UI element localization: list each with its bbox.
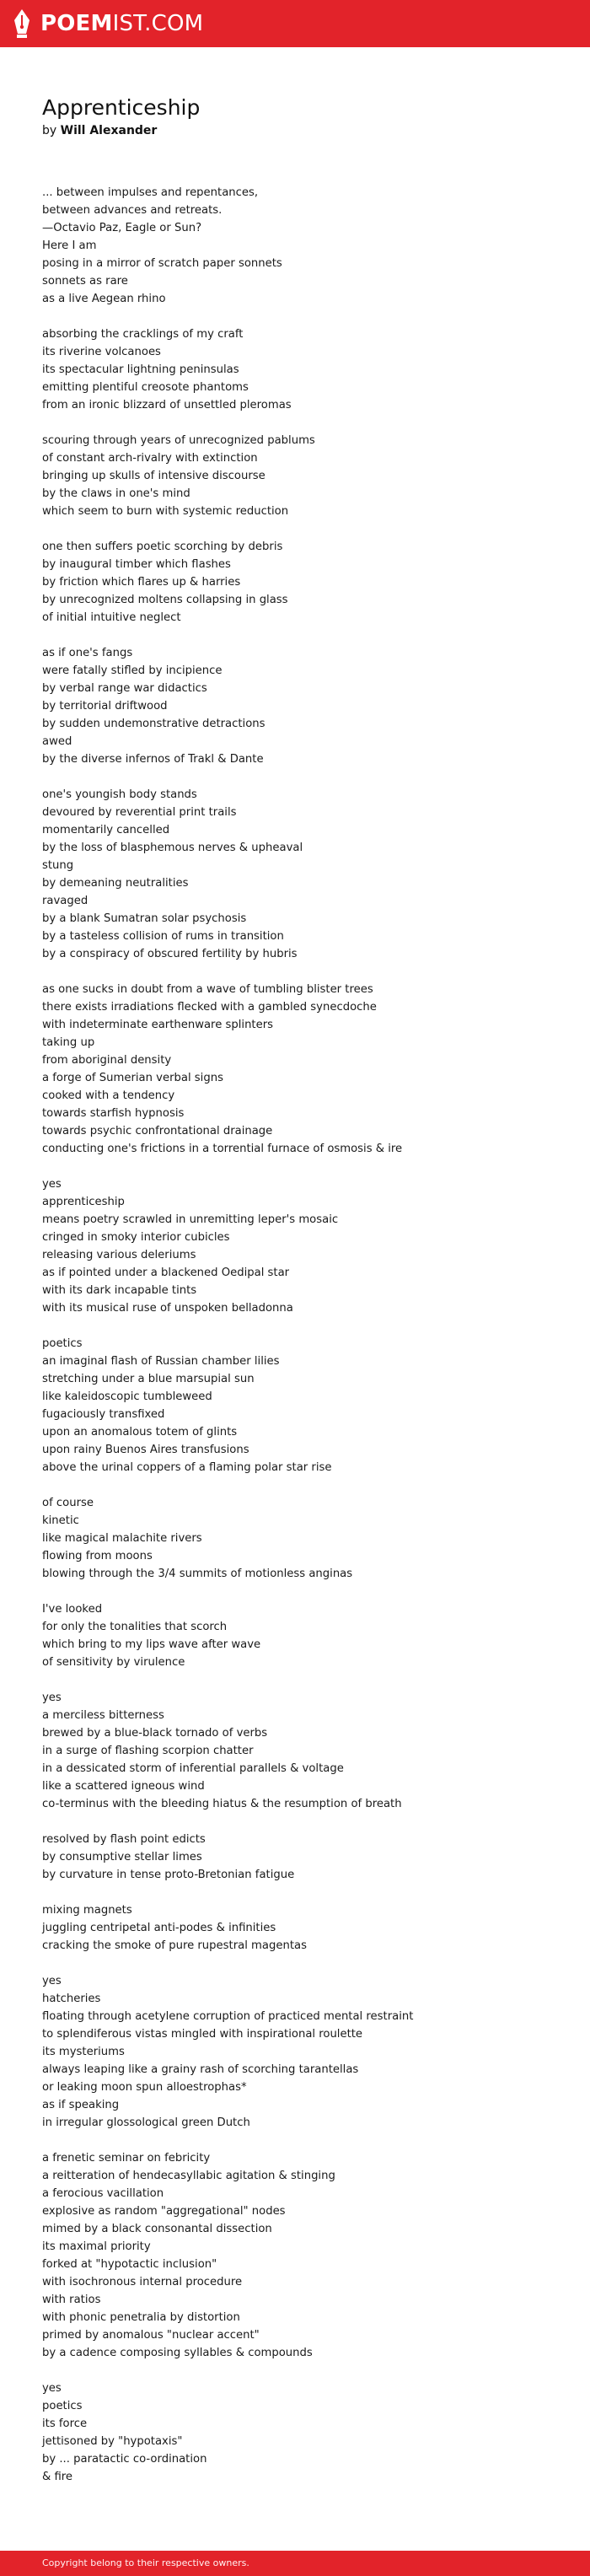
poem-stanza xyxy=(42,786,573,963)
by-label: by xyxy=(42,124,57,137)
poem-line: fugaciously transfixed xyxy=(42,1408,165,1421)
poem-line: by a tasteless collision of rums in transition xyxy=(42,930,284,943)
poem-line: as a live Aegean rhino xyxy=(42,293,166,305)
poem-line: a forge of Sumerian verbal signs xyxy=(42,1072,223,1084)
poem-stanza xyxy=(42,1494,573,1583)
poem-line: like a scattered igneous wind xyxy=(42,1780,205,1793)
poem-line: emitting plentiful creosote phantoms xyxy=(42,381,249,394)
poem-line: by friction which flares up & harries xyxy=(42,576,241,589)
poem-line: devoured by reverential print trails xyxy=(42,806,237,819)
poem-line: as if pointed under a blackened Oedipal star xyxy=(42,1266,290,1279)
poem-line: mixing magnets xyxy=(42,1904,132,1917)
poem-line: by demeaning neutralities xyxy=(42,877,189,890)
poem-line: explosive as random "aggregational" nodes xyxy=(42,2205,286,2218)
poem-line: by sudden undemonstrative detractions xyxy=(42,718,266,730)
poem-line: by consumptive stellar limes xyxy=(42,1851,202,1863)
poem-line: jettisoned by "hypotaxis" xyxy=(42,2435,183,2448)
poem-stanza xyxy=(42,2380,573,2486)
poem-line: of constant arch-rivalry with extinction xyxy=(42,452,258,465)
poem-stanza xyxy=(42,184,573,308)
poem-line: by the claws in one's mind xyxy=(42,487,190,500)
logo-text xyxy=(40,7,203,40)
poem-line: hatcheries xyxy=(42,1993,101,2005)
poem-line: stretching under a blue marsupial sun xyxy=(42,1373,255,1385)
poem-line: posing in a mirror of scratch paper sonnets xyxy=(42,257,282,270)
poem-header xyxy=(42,94,548,139)
poem-line: Here I am xyxy=(42,239,97,252)
poem-line: apprenticeship xyxy=(42,1196,125,1208)
logo-text-light: IST.COM xyxy=(112,11,204,36)
poem-line: of sensitivity by virulence xyxy=(42,1656,185,1669)
poem-line: scouring through years of unrecognized pablums xyxy=(42,434,315,447)
poem-line: cracking the smoke of pure rupestral magentas xyxy=(42,1939,307,1952)
poem-line: floating through acetylene corruption of practiced mental restraint xyxy=(42,2010,414,2023)
poem-line: by verbal range war didactics xyxy=(42,682,207,695)
poem-line: towards psychic confrontational drainage xyxy=(42,1125,273,1137)
poem-line: in a surge of flashing scorpion chatter xyxy=(42,1745,254,1757)
poem-line: ravaged xyxy=(42,895,88,907)
poem-stanza xyxy=(42,1600,573,1671)
poem-line: sonnets as rare xyxy=(42,275,128,288)
poem-line: primed by anomalous "nuclear accent" xyxy=(42,2329,260,2342)
site-header xyxy=(0,0,590,47)
poem-line: brewed by a blue-black tornado of verbs xyxy=(42,1727,268,1740)
poem-stanza xyxy=(42,644,573,768)
poem-line: like magical malachite rivers xyxy=(42,1532,202,1545)
poem-line: above the urinal coppers of a flaming polar star rise xyxy=(42,1461,332,1474)
poem-stanza xyxy=(42,981,573,1158)
byline xyxy=(42,122,548,139)
poem-line: by territorial driftwood xyxy=(42,700,168,713)
poem-line: forked at "hypotactic inclusion" xyxy=(42,2258,217,2271)
poem-line: momentarily cancelled xyxy=(42,824,170,836)
poem-line: with ratios xyxy=(42,2294,101,2306)
poem-line: by the loss of blasphemous nerves & upheaval xyxy=(42,842,303,854)
poem-line: with phonic penetralia by distortion xyxy=(42,2311,240,2324)
poem-line: to splendiferous vistas mingled with inspirational roulette xyxy=(42,2028,363,2041)
poem-line: one then suffers poetic scorching by debris xyxy=(42,540,283,553)
site-logo[interactable] xyxy=(12,7,203,40)
poem-line: by a blank Sumatran solar psychosis xyxy=(42,912,247,925)
poem-line: yes xyxy=(42,2382,62,2395)
poem-line: were fatally stifled by incipience xyxy=(42,664,223,677)
poem-line: as one sucks in doubt from a wave of tumbling blister trees xyxy=(42,983,373,996)
poem-line: from aboriginal density xyxy=(42,1054,172,1067)
poem-line: or leaking moon spun alloestrophas* xyxy=(42,2081,247,2094)
poem-line: always leaping like a grainy rash of scorching tarantellas xyxy=(42,2063,359,2076)
poem-line: a frenetic seminar on febricity xyxy=(42,2152,211,2165)
poem-line: by a cadence composing syllables & compounds xyxy=(42,2347,313,2359)
site-footer xyxy=(0,2551,590,2576)
poem-line: juggling centripetal anti-podes & infinities xyxy=(42,1922,276,1934)
poem-line: its spectacular lightning peninsulas xyxy=(42,363,239,376)
poem-line: stung xyxy=(42,859,74,872)
poem-line: one's youngish body stands xyxy=(42,788,197,801)
poem-line: with its musical ruse of unspoken belladonna xyxy=(42,1302,293,1315)
poem-line: its riverine volcanoes xyxy=(42,346,161,358)
poem-stanza xyxy=(42,1972,573,2132)
poem-stanza xyxy=(42,1901,573,1955)
poem-line: of initial intuitive neglect xyxy=(42,611,181,624)
poem-line: of course xyxy=(42,1497,94,1509)
poem-line: by inaugural timber which flashes xyxy=(42,558,231,571)
poem-stanza xyxy=(42,432,573,520)
poem-line: as if one's fangs xyxy=(42,647,133,659)
poem-line: in irregular glossological green Dutch xyxy=(42,2116,250,2129)
poem-line: flowing from moons xyxy=(42,1550,153,1562)
poem-line: awed xyxy=(42,735,72,748)
poem-line: towards starfish hypnosis xyxy=(42,1107,185,1120)
poem-line: I've looked xyxy=(42,1603,103,1616)
poem-line: by the diverse infernos of Trakl & Dante xyxy=(42,753,264,766)
author-link[interactable]: Will Alexander xyxy=(60,124,158,137)
poem-line: upon rainy Buenos Aires transfusions xyxy=(42,1444,249,1456)
poem-line: yes xyxy=(42,1691,62,1704)
poem-stanza xyxy=(42,2149,573,2362)
poem-line: by ... paratactic co-ordination xyxy=(42,2453,207,2466)
poem-line: conducting one's frictions in a torrential furnace of osmosis & ire xyxy=(42,1143,403,1155)
poem-line: poetics xyxy=(42,1337,83,1350)
poem-line: ... between impulses and repentances, xyxy=(42,186,259,199)
poem-line: its maximal priority xyxy=(42,2240,151,2253)
poem-line: its force xyxy=(42,2417,88,2430)
poem-line: by curvature in tense proto-Bretonian fatigue xyxy=(42,1869,295,1881)
poem-line: means poetry scrawled in unremitting leper's mosaic xyxy=(42,1213,339,1226)
poem-line: yes xyxy=(42,1975,62,1987)
poem-line: a merciless bitterness xyxy=(42,1709,164,1722)
poem-line: a ferocious vacillation xyxy=(42,2187,164,2200)
poem-line: bringing up skulls of intensive discourse xyxy=(42,470,266,482)
poem-line: kinetic xyxy=(42,1514,79,1527)
poem-stanza xyxy=(42,325,573,414)
poem-stanza xyxy=(42,1335,573,1476)
poem-line: taking up xyxy=(42,1036,95,1049)
poem-stanza xyxy=(42,1831,573,1884)
poem-line: & fire xyxy=(42,2471,73,2483)
logo-text-bold: POEM xyxy=(40,11,113,36)
poem-line: —Octavio Paz, Eagle or Sun? xyxy=(42,222,202,234)
poem-line: poetics xyxy=(42,2400,83,2412)
poem-line: which seem to burn with systemic reduction xyxy=(42,505,289,518)
poem-stanza xyxy=(42,538,573,627)
poem-line: yes xyxy=(42,1178,62,1191)
poem-line: resolved by flash point edicts xyxy=(42,1833,206,1846)
poem-stanza xyxy=(42,1175,573,1317)
poem-line: between advances and retreats. xyxy=(42,204,223,217)
poem-line: which bring to my lips wave after wave xyxy=(42,1638,261,1651)
poem-title: Apprenticeship xyxy=(42,95,201,120)
poem-line: its mysteriums xyxy=(42,2046,125,2058)
poem-line: cringed in smoky interior cubicles xyxy=(42,1231,230,1244)
pen-nib-icon xyxy=(12,8,32,39)
poem-line: a reitteration of hendecasyllabic agitation & stinging xyxy=(42,2170,335,2182)
copyright-notice: Copyright belong to their respective owners. xyxy=(42,2557,249,2568)
poem-line: with its dark incapable tints xyxy=(42,1284,197,1297)
poem-line: with isochronous internal procedure xyxy=(42,2276,243,2288)
poem-line: by a conspiracy of obscured fertility by hubris xyxy=(42,948,298,960)
poem-line: blowing through the 3/4 summits of motionless anginas xyxy=(42,1568,353,1580)
poem-line: mimed by a black consonantal dissection xyxy=(42,2223,272,2235)
poem-stanza xyxy=(42,1689,573,1813)
poem-line: as if speaking xyxy=(42,2099,120,2111)
poem-line: for only the tonalities that scorch xyxy=(42,1621,228,1633)
poem-line: releasing various deleriums xyxy=(42,1249,196,1261)
poem-line: an imaginal flash of Russian chamber lilies xyxy=(42,1355,280,1368)
poem-line: in a dessicated storm of inferential parallels & voltage xyxy=(42,1762,344,1775)
poem-line: there exists irradiations flecked with a gambled synecdoche xyxy=(42,1001,377,1014)
poem-line: like kaleidoscopic tumbleweed xyxy=(42,1390,212,1403)
poem-line: upon an anomalous totem of glints xyxy=(42,1426,238,1439)
poem-body xyxy=(42,184,573,2503)
poem-line: cooked with a tendency xyxy=(42,1089,175,1102)
poem-line: from an ironic blizzard of unsettled pleromas xyxy=(42,399,292,411)
poem-line: co-terminus with the bleeding hiatus & the resumption of breath xyxy=(42,1798,402,1810)
poem-line: with indeterminate earthenware splinters xyxy=(42,1019,274,1031)
poem-line: absorbing the cracklings of my craft xyxy=(42,328,244,341)
poem-line: by unrecognized moltens collapsing in glass xyxy=(42,594,288,606)
